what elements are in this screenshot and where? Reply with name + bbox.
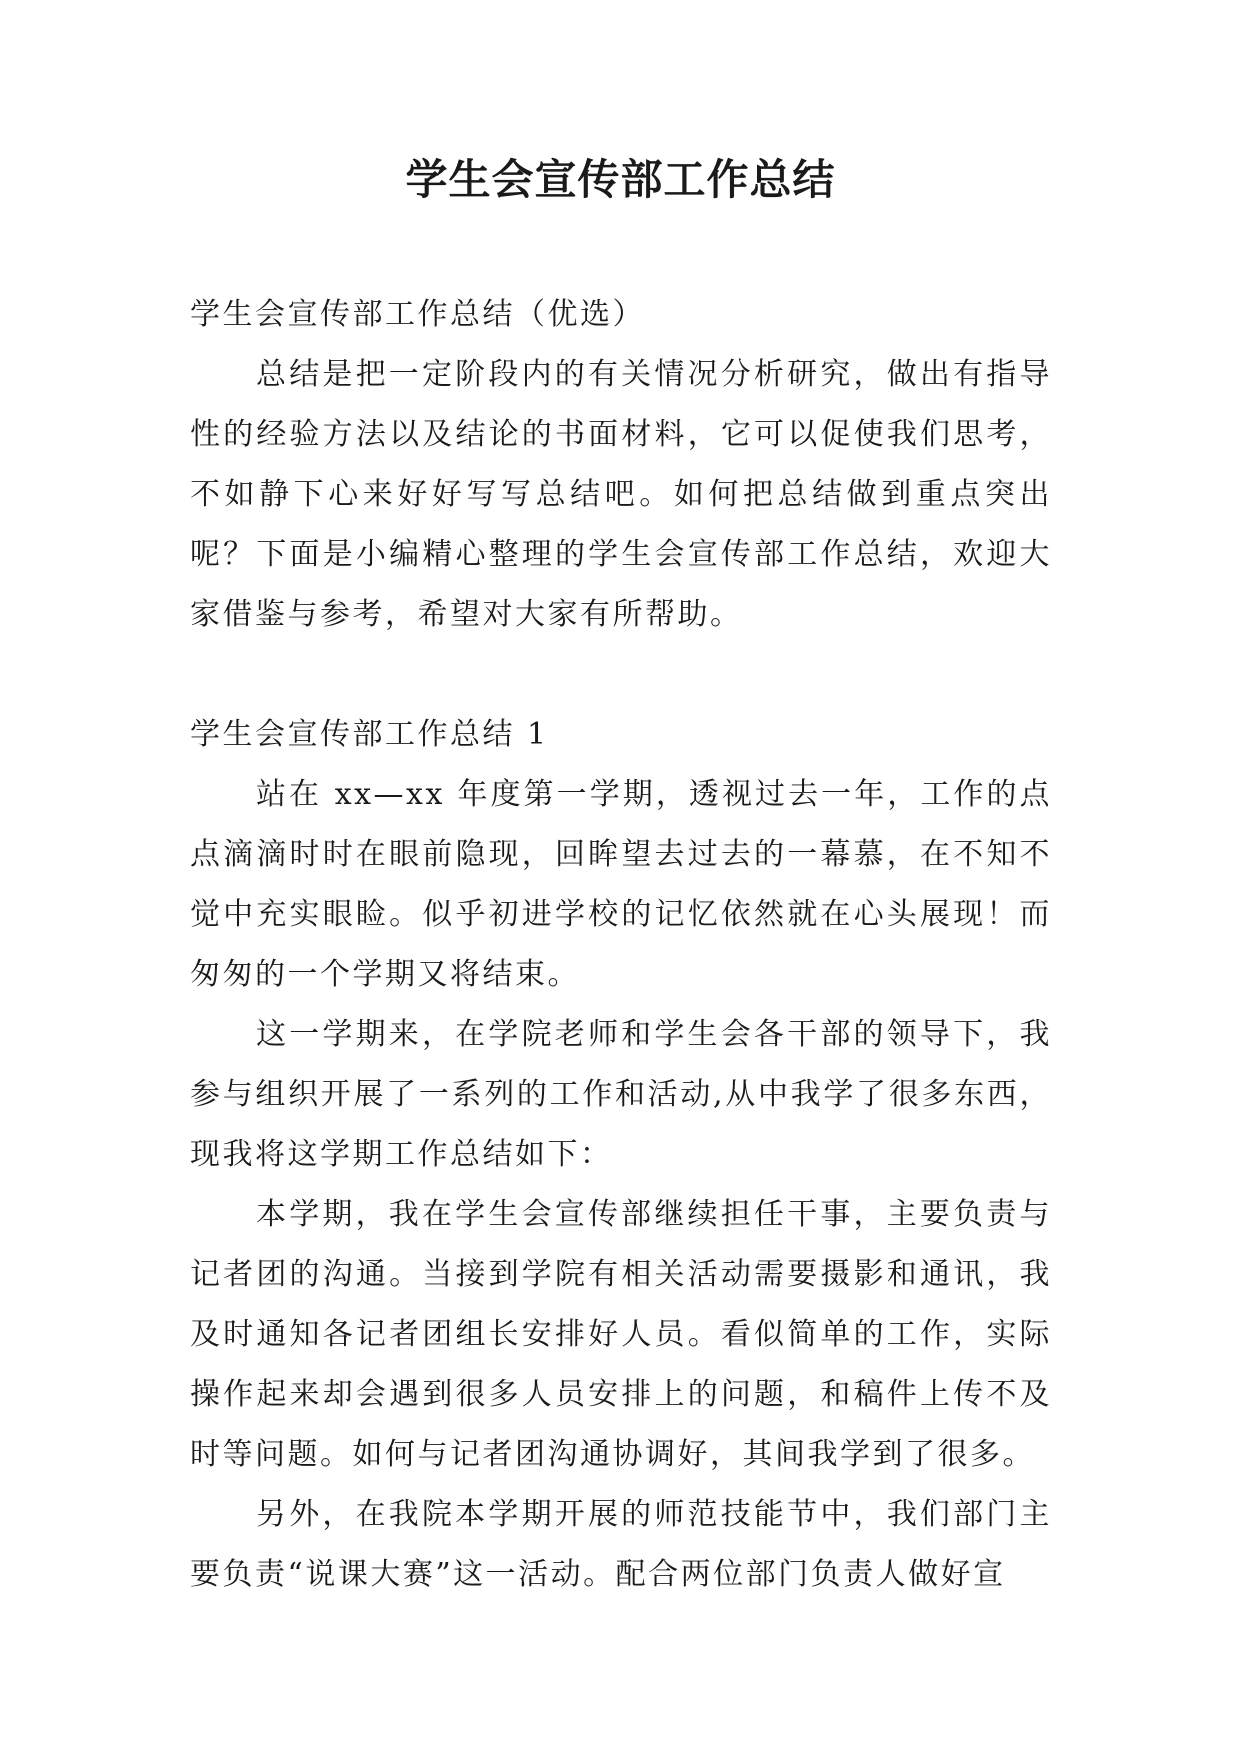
- body-paragraph: 站在 xx—xx 年度第一学期，透视过去一年，工作的点点滴滴时时在眼前隐现，回眸望去过去的一幕慕，在不知不觉中充实眼睑。似乎初进学校的记忆依然就在心头展现！而匆匆的一个学期又将结束。: [190, 777, 1052, 992]
- document-subtitle: 学生会宣传部工作总结（优选）: [190, 297, 645, 332]
- document-title: 学生会宣传部工作总结: [405, 155, 836, 204]
- document-body: [190, 285, 1052, 1605]
- body-paragraph: 另外，在我院本学期开展的师范技能节中，我们部门主要负责“说课大赛”这一活动。配合两位部门负责人做好宣: [190, 1497, 1052, 1592]
- intro-paragraph: 总结是把一定阶段内的有关情况分析研究，做出有指导性的经验方法以及结论的书面材料，它可以促使我们思考，不如静下心来好好写写总结吧。如何把总结做到重点突出呢？下面是小编精心整理的学生会宣传部工作总结，欢迎大家借鉴与参考，希望对大家有所帮助。: [190, 357, 1052, 632]
- body-paragraph: 本学期，我在学生会宣传部继续担任干事，主要负责与记者团的沟通。当接到学院有相关活动需要摄影和通讯，我及时通知各记者团组长安排好人员。看似简单的工作，实际操作起来却会遇到很多人员安排上的问题，和稿件上传不及时等问题。如何与记者团沟通协调好，其间我学到了很多。: [190, 1197, 1052, 1472]
- body-paragraph: 这一学期来，在学院老师和学生会各干部的领导下，我参与组织开展了一系列的工作和活动,从中我学了很多东西，现我将这学期工作总结如下：: [190, 1017, 1052, 1172]
- section-heading: 学生会宣传部工作总结 1: [190, 717, 549, 752]
- section-spacer: [190, 645, 1052, 705]
